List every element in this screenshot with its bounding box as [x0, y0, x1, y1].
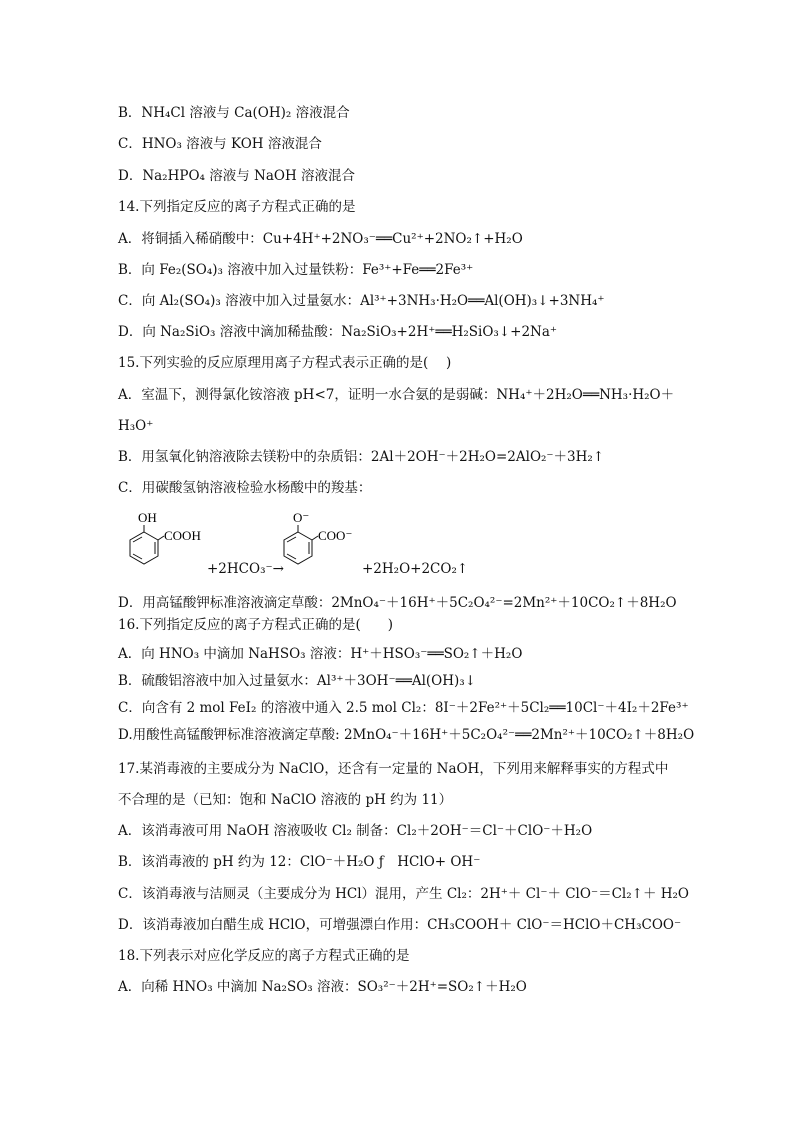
line-16d: D.用酸性高锰酸钾标准溶液滴定草酸: 2MnO₄⁻＋16H⁺＋5C₂O₄²⁻══2Mn²⁺＋10CO₂↑＋8H₂O [118, 727, 695, 743]
question-17-cont: 不合理的是（已知：饱和 NaClO 溶液的 pH 约为 11） [118, 792, 453, 808]
line-13b: B．NH₄Cl 溶液与 Ca(OH)₂ 溶液混合 [118, 105, 350, 121]
question-15: 15.下列实验的反应原理用离子方程式表示正确的是( ) [118, 355, 452, 371]
line-13c: C．HNO₃ 溶液与 KOH 溶液混合 [118, 136, 322, 152]
salicylic-acid-structure [118, 508, 208, 576]
question-18: 18.下列表示对应化学反应的离子方程式正确的是 [118, 948, 410, 964]
line-14d: D．向 Na₂SiO₃ 溶液中滴加稀盐酸：Na₂SiO₃+2H⁺══H₂SiO₃↓+2Na⁺ [118, 324, 558, 340]
line-18a: A．向稀 HNO₃ 中滴加 Na₂SO₃ 溶液：SO₃²⁻＋2H⁺=SO₂↑＋H₂O [118, 979, 527, 995]
line-17a: A．该消毒液可用 NaOH 溶液吸收 Cl₂ 制备：Cl₂＋2OH⁻＝Cl⁻＋ClO⁻＋H₂O [118, 823, 593, 839]
question-17: 17.某消毒液的主要成分为 NaClO，还含有一定量的 NaOH，下列用来解释事实的方程式中 [118, 761, 669, 777]
line-16a: A．向 HNO₃ 中滴加 NaHSO₃ 溶液：H⁺＋HSO₃⁻══SO₂↑＋H₂O [118, 646, 523, 662]
mol1-cooh-label: COOH [164, 528, 201, 543]
line-16b: B．硫酸铝溶液中加入过量氨水：Al³⁺＋3OH⁻══Al(OH)₃↓ [118, 673, 477, 689]
mol1-oh-label: OH [138, 510, 157, 525]
reactant-text: +2HCO₃⁻→ [207, 561, 284, 577]
question-16: 16.下列指定反应的离子方程式正确的是( ) [118, 617, 394, 633]
line-15c: C．用碳酸氢钠溶液检验水杨酸中的羧基： [118, 480, 372, 496]
line-14a: A．将铜插入稀硝酸中：Cu+4H⁺+2NO₃⁻══Cu²⁺+2NO₂↑+H₂O [118, 231, 523, 247]
mol2-o-label: O⁻ [293, 510, 310, 525]
salicylate-structure [272, 508, 362, 576]
line-16c: C．向含有 2 mol FeI₂ 的溶液中通入 2.5 mol Cl₂：8I⁻＋2Fe²⁺＋5Cl₂══10Cl⁻＋4I₂＋2Fe³⁺ [118, 700, 689, 716]
line-14c: C．向 Al₂(SO₄)₃ 溶液中加入过量氨水：Al³⁺+3NH₃·H₂O══Al(OH)₃↓+3NH₄⁺ [118, 293, 605, 309]
line-17b: B．该消毒液的 pH 约为 12：ClO⁻＋H₂O ƒ HClO+ OH⁻ [118, 854, 481, 870]
line-17d: D．该消毒液加白醋生成 HClO，可增强漂白作用：CH₃COOH＋ ClO⁻＝HClO＋CH₃COO⁻ [118, 917, 682, 933]
line-13d: D．Na₂HPO₄ 溶液与 NaOH 溶液混合 [118, 168, 356, 184]
line-15d: D．用高锰酸钾标准溶液滴定草酸：2MnO₄⁻＋16H⁺＋5C₂O₄²⁻=2Mn²⁺＋10CO₂↑＋8H₂O [118, 595, 677, 611]
product-text: +2H₂O+2CO₂↑ [362, 561, 469, 577]
line-15a-cont: H₃O⁺ [118, 418, 154, 434]
line-15a: A．室温下，测得氯化铵溶液 pH<7，证明一水合氨的是弱碱：NH₄⁺＋2H₂O══NH₃·H₂O＋ [118, 387, 675, 403]
question-14: 14.下列指定反应的离子方程式正确的是 [118, 199, 356, 215]
mol2-coo-label: COO⁻ [318, 528, 353, 543]
line-14b: B．向 Fe₂(SO₄)₃ 溶液中加入过量铁粉：Fe³⁺+Fe══2Fe³⁺ [118, 262, 474, 278]
line-17c: C．该消毒液与洁厕灵（主要成分为 HCl）混用，产生 Cl₂：2H⁺＋ Cl⁻＋ ClO⁻＝Cl₂↑＋ H₂O [118, 886, 689, 902]
line-15b: B．用氢氧化钠溶液除去镁粉中的杂质铝：2Al＋2OH⁻＋2H₂O=2AlO₂⁻＋3H₂↑ [118, 449, 605, 465]
